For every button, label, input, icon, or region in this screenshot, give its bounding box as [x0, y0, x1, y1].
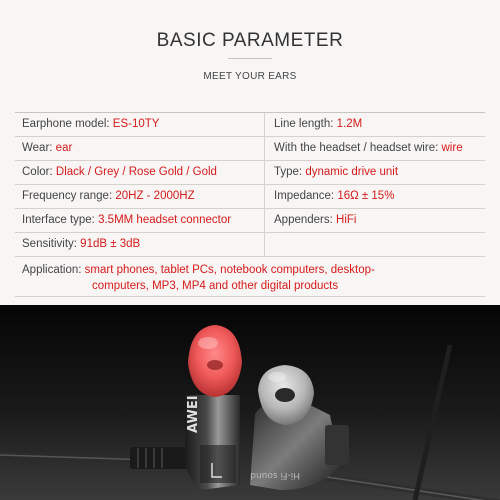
param-headset-wire	[274, 142, 463, 154]
column-divider	[264, 209, 265, 232]
param-label: Appenders:	[274, 214, 333, 226]
param-value: Dlack / Grey / Rose Gold / Gold	[55, 166, 217, 178]
param-label: Wear:	[22, 142, 53, 154]
param-interface-type	[22, 214, 231, 226]
param-label: Application:	[22, 264, 82, 276]
param-sensitivity	[22, 238, 140, 250]
param-label: Impedance:	[274, 190, 335, 202]
param-label: Color:	[22, 166, 53, 178]
param-value: 1.2M	[336, 118, 363, 130]
earbud-brand-mark: AWEI	[186, 395, 201, 433]
page-subtitle: MEET YOUR EARS	[203, 71, 297, 82]
param-impedance	[274, 190, 394, 202]
param-label: Type:	[274, 166, 303, 178]
cable	[415, 345, 450, 500]
param-value: wire	[441, 142, 463, 154]
table-row	[15, 257, 485, 297]
column-divider	[264, 185, 265, 208]
earbud-housing-text: Hi-Fi sound	[250, 470, 300, 480]
param-label: Frequency range:	[22, 190, 113, 202]
page-title: BASIC PARAMETER	[156, 30, 344, 51]
param-label: Interface type:	[22, 214, 95, 226]
param-value: ear	[55, 142, 73, 154]
column-divider	[264, 233, 265, 256]
product-photo	[0, 305, 500, 500]
param-type	[274, 166, 398, 178]
param-line-length	[274, 118, 362, 130]
param-value: 20HZ - 2000HZ	[115, 190, 195, 202]
table-row	[15, 233, 485, 257]
column-divider	[264, 137, 265, 160]
param-value: 91dB ± 3dB	[80, 238, 141, 250]
param-value: 16Ω ± 15%	[337, 190, 395, 202]
title-divider	[228, 58, 272, 59]
table-row	[15, 161, 485, 185]
param-wear	[22, 142, 72, 154]
param-value: computers, MP3, MP4 and other digital products	[92, 280, 339, 292]
column-divider	[264, 113, 265, 136]
table-row	[15, 185, 485, 209]
param-label: Line length:	[274, 118, 334, 130]
param-color	[22, 166, 217, 178]
param-value: HiFi	[336, 214, 357, 226]
param-frequency-range	[22, 190, 195, 202]
table-row	[15, 113, 485, 137]
param-earphone-model	[22, 118, 159, 130]
table-row	[15, 137, 485, 161]
param-value: 3.5MM headset connector	[98, 214, 232, 226]
param-appenders	[274, 214, 356, 226]
parameter-table	[15, 112, 485, 297]
param-label: Earphone model:	[22, 118, 110, 130]
param-value: smart phones, tablet PCs, notebook computers, desktop-	[84, 264, 375, 276]
column-divider	[264, 161, 265, 184]
earphones-illustration	[0, 305, 500, 500]
table-row	[15, 209, 485, 233]
param-value: dynamic drive unit	[305, 166, 399, 178]
param-application	[22, 262, 462, 294]
param-label: With the headset / headset wire:	[274, 142, 439, 154]
param-value: ES-10TY	[112, 118, 160, 130]
param-label: Sensitivity:	[22, 238, 77, 250]
